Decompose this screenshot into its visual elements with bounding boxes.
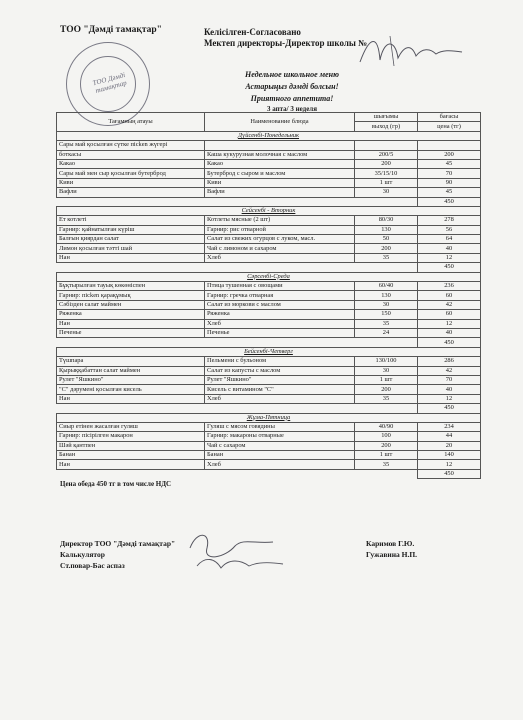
dish-output: 200 [355,159,418,168]
menu-body [57,131,481,478]
calculator-label: Калькулятор [60,550,105,559]
menu-row [57,291,481,300]
dish-output: 35 [355,460,418,469]
dish-price: 60 [418,310,481,319]
menu-title: Недельное школьное меню [245,70,339,79]
day-total-row [57,197,481,206]
menu-row [57,310,481,319]
dish-price: 60 [418,291,481,300]
dish-price: 12 [418,319,481,328]
day-header-row [57,413,481,422]
dish-output: 40/90 [355,422,418,431]
day-total: 450 [418,338,481,347]
dish-price [418,141,481,150]
bottom-signatures [185,528,295,573]
company-name: ТОО "Дәмді тамақтар" [60,25,162,35]
dish-name-ru: Киви [205,178,355,187]
dish-name-ru: Хлеб [205,460,355,469]
day-name: Жұма-Пятница [57,413,481,422]
dish-output: 80/30 [355,216,418,225]
dish-name-kz: Нан [57,253,205,262]
dish-name-ru: Бутерброд с сыром и маслом [205,169,355,178]
stamp-text: ТОО Дәмді тамақтар [91,70,128,95]
day-header-row [57,347,481,356]
dish-name-kz: Бұқтырылған тауық көкөніспен [57,282,205,291]
dish-name-ru: Салат из свежих огурцов с луком, масл. [205,235,355,244]
day-header-row [57,272,481,281]
dish-output: 35 [355,253,418,262]
menu-row [57,375,481,384]
dish-output: 50 [355,235,418,244]
dish-name-ru: Чай с сахаром [205,441,355,450]
dish-price: 70 [418,375,481,384]
dish-output: 1 шт [355,451,418,460]
dish-name-ru: Салат из капусты с маслом [205,366,355,375]
week-label: 3 апта/ 3 неделя [266,105,318,113]
dish-price: 12 [418,253,481,262]
menu-row [57,319,481,328]
day-name: Дүйсенбі-Понедельник [57,131,481,140]
menu-row [57,385,481,394]
menu-row [57,366,481,375]
menu-row [57,394,481,403]
menu-table [56,112,481,479]
dish-name-kz: Сәбізден салат маймен [57,300,205,309]
dish-name-ru: Гарнир: макароны отварные [205,432,355,441]
dish-output: 30 [355,366,418,375]
day-total-row [57,404,481,413]
dish-price: 45 [418,159,481,168]
dish-output: 200 [355,441,418,450]
dish-output: 1 шт [355,178,418,187]
wish-ru: Приятного аппетита! [250,94,334,103]
menu-row [57,451,481,460]
dish-price: 12 [418,394,481,403]
calculator-name: Гужавина Н.П. [366,550,418,559]
dish-name-ru: Банан [205,451,355,460]
dish-price: 40 [418,385,481,394]
dish-name-kz: Шәй қантпен [57,441,205,450]
wish-kz: Астарыңыз дәмді болсын! [245,82,339,91]
dish-name-kz: Банан [57,451,205,460]
dish-output: 24 [355,328,418,337]
dish-price: 44 [418,432,481,441]
dish-name-kz: Балғын қиярдан салат [57,235,205,244]
dish-name-ru: Ряженка [205,310,355,319]
director-name: Каримов Г.Ю. [366,539,415,548]
dish-name-ru [205,141,355,150]
dish-name-ru: Рулет "Яшкино" [205,375,355,384]
day-total-row [57,469,481,478]
dish-name-kz: Түшпара [57,357,205,366]
dish-output: 35/15/10 [355,169,418,178]
dish-name-kz: Лимон қосылған тәтті шай [57,244,205,253]
dish-price: 200 [418,150,481,159]
dish-output: 30 [355,300,418,309]
day-total: 450 [418,197,481,206]
dish-name-ru: Пельмени с бульоном [205,357,355,366]
dish-output: 130 [355,291,418,300]
dish-price: 42 [418,300,481,309]
dish-price: 64 [418,235,481,244]
dish-name-kz: Нан [57,460,205,469]
dish-name-kz: Нан [57,394,205,403]
dish-name-kz: Вафли [57,188,205,197]
dish-name-ru: Гарнир: рис отварной [205,225,355,234]
menu-row [57,216,481,225]
menu-row [57,432,481,441]
dish-name-ru: Салат из моркови с маслом [205,300,355,309]
menu-row [57,460,481,469]
dish-price: 12 [418,460,481,469]
dish-name-kz: Сиыр етінен жасалған гуляш [57,422,205,431]
day-total-row [57,338,481,347]
dish-price: 45 [418,188,481,197]
menu-row [57,422,481,431]
dish-name-kz: Гарнир: қайнатылған күріш [57,225,205,234]
menu-row [57,188,481,197]
col-header-price-kz: бағасы [418,113,481,122]
price-note: Цена обеда 450 тг в том числе НДС [60,480,172,488]
dish-price: 278 [418,216,481,225]
director-label: Директор ТОО "Дәмді тамақтар" [60,539,176,548]
dish-name-kz: Нан [57,319,205,328]
menu-row [57,235,481,244]
dish-name-ru: Вафли [205,188,355,197]
dish-output: 130 [355,225,418,234]
day-name: Сейсенбі - Вторник [57,206,481,215]
dish-output [355,141,418,150]
col-header-price-ru: цена (тг) [418,122,481,131]
dish-price: 236 [418,282,481,291]
dish-price: 70 [418,169,481,178]
cook-label: Ст.повар-Бас аспаз [60,561,125,570]
dish-price: 234 [418,422,481,431]
day-name: Сәрсенбі-Среда [57,272,481,281]
dish-name-kz: Ет котлеті [57,216,205,225]
approval-label: Келісілген-Согласовано [204,27,301,37]
dish-price: 40 [418,244,481,253]
day-header-row [57,206,481,215]
menu-row [57,244,481,253]
dish-output: 35 [355,394,418,403]
menu-row [57,357,481,366]
menu-row [57,159,481,168]
menu-row [57,441,481,450]
day-total: 450 [418,263,481,272]
menu-row [57,328,481,337]
dish-price: 40 [418,328,481,337]
dish-name-kz: Киви [57,178,205,187]
menu-row [57,150,481,159]
dish-output: 150 [355,310,418,319]
dish-name-ru: Каша кукурузная молочная с маслом [205,150,355,159]
dish-price: 20 [418,441,481,450]
dish-name-kz: Рулет "Яшкино" [57,375,205,384]
dish-name-ru: Гарнир: гречка отварная [205,291,355,300]
dish-price: 56 [418,225,481,234]
col-header-ru: Наименование блюда [205,113,355,132]
dish-name-kz: Ряженка [57,310,205,319]
dish-output: 200 [355,385,418,394]
menu-row [57,169,481,178]
dish-output: 100 [355,432,418,441]
dish-name-kz: Сары май мен сыр қосылған бутерброд [57,169,205,178]
dish-name-kz: Сары май қосылған сүтке пісken жүгері [57,141,205,150]
col-header-out-kz: шығымы [355,113,418,122]
menu-row [57,178,481,187]
dish-output: 130/100 [355,357,418,366]
dish-name-ru: Хлеб [205,394,355,403]
menu-row [57,300,481,309]
dish-name-ru: Чай с лимоном и сахаром [205,244,355,253]
dish-name-ru: Какао [205,159,355,168]
dish-name-kz: Гарнир: пісірілген макарон [57,432,205,441]
dish-output: 200/5 [355,150,418,159]
director-line: Мектеп директоры-Директор школы № [204,38,368,48]
col-header-kz: Тағамның атауы [57,113,205,132]
dish-output: 30 [355,188,418,197]
dish-name-kz: Гарнир: пісken қарақұмық [57,291,205,300]
dish-output: 1 шт [355,375,418,384]
dish-name-ru: Гуляш с мясом говядины [205,422,355,431]
dish-name-ru: Хлеб [205,319,355,328]
menu-row [57,141,481,150]
menu-row [57,225,481,234]
day-total: 450 [418,469,481,478]
day-total-row [57,263,481,272]
day-name: Бейсенбі-Четверг [57,347,481,356]
dish-price: 42 [418,366,481,375]
dish-output: 35 [355,319,418,328]
menu-row [57,253,481,262]
dish-output: 60/40 [355,282,418,291]
dish-name-ru: Кисель с витамином "С" [205,385,355,394]
dish-name-kz: Печенье [57,328,205,337]
day-header-row [57,131,481,140]
dish-name-ru: Птица тушенная с овощами [205,282,355,291]
dish-name-kz: "С" дәрумені қосылған кисель [57,385,205,394]
dish-name-kz: Какао [57,159,205,168]
dish-name-ru: Хлеб [205,253,355,262]
col-header-out-ru: выход (гр) [355,122,418,131]
menu-row [57,282,481,291]
dish-name-ru: Котлеты мясные (2 шт) [205,216,355,225]
dish-output: 200 [355,244,418,253]
dish-name-kz: Қырыққабаттан салат маймен [57,366,205,375]
dish-price: 140 [418,451,481,460]
dish-name-kz: боткасы [57,150,205,159]
dish-name-ru: Печенье [205,328,355,337]
director-signature [350,30,470,70]
dish-price: 90 [418,178,481,187]
day-total: 450 [418,404,481,413]
dish-price: 286 [418,357,481,366]
